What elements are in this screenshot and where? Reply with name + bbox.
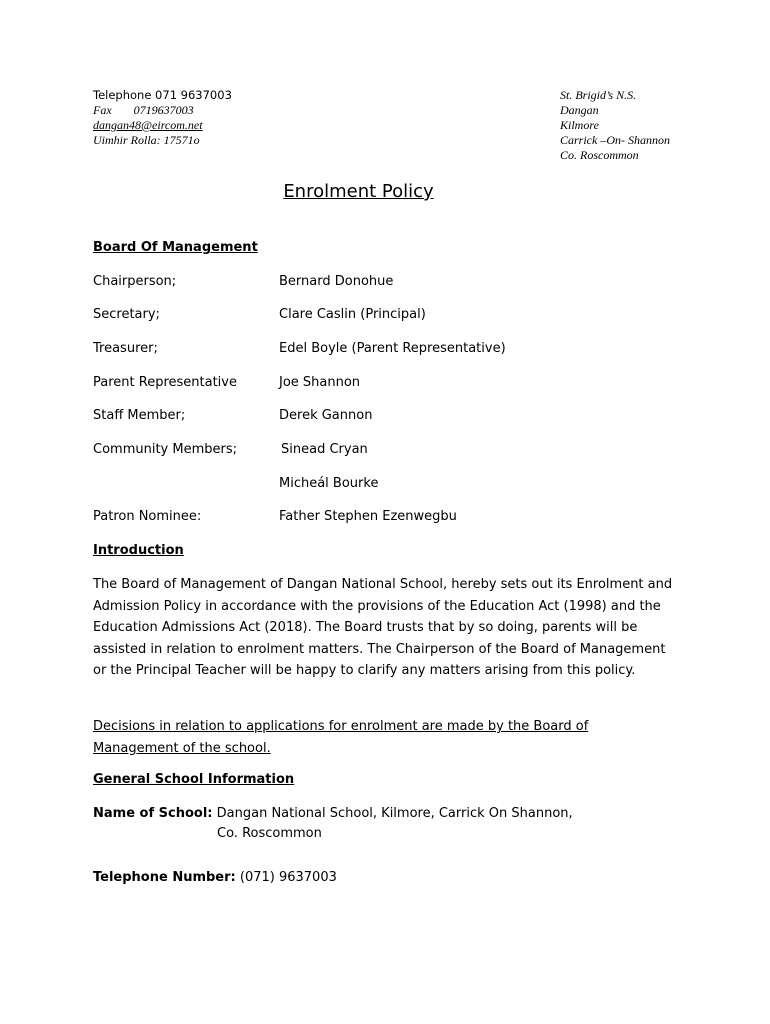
telephone-row	[93, 870, 337, 885]
board-member-name: Micheál Bourke	[279, 476, 379, 491]
board-role: Secretary;	[93, 307, 160, 322]
board-member-name: Derek Gannon	[279, 408, 373, 423]
telephone-line: Telephone 071 9637003	[93, 88, 232, 102]
board-role: Staff Member;	[93, 408, 186, 423]
board-role: Parent Representative	[93, 375, 237, 390]
address-line-2: Dangan	[560, 103, 599, 117]
school-name-row	[93, 806, 573, 821]
board-row	[93, 375, 693, 395]
board-heading: Board Of Management	[93, 240, 258, 255]
address-line-4: Carrick –On- Shannon	[560, 133, 670, 147]
general-info-heading: General School Information	[93, 772, 295, 787]
board-row	[93, 476, 693, 496]
school-name-label: Name of School:	[93, 806, 213, 821]
board-member-name: Bernard Donohue	[279, 274, 394, 289]
board-role: Community Members;	[93, 442, 237, 457]
roll-number: Uimhir Rolla: 17571o	[93, 133, 200, 147]
board-row	[93, 274, 693, 294]
board-member-name: Clare Caslin (Principal)	[279, 307, 426, 322]
board-role: Patron Nominee:	[93, 509, 202, 524]
fax-number: 0719637003	[133, 103, 194, 117]
board-role: Treasurer;	[93, 341, 158, 356]
school-name-value: Dangan National School, Kilmore, Carrick On Shannon,	[216, 806, 573, 821]
email-link[interactable]: dangan48@eircom.net	[93, 118, 203, 132]
contact-block-right	[560, 88, 760, 163]
board-member-name: Joe Shannon	[279, 375, 361, 390]
address-line-3: Kilmore	[560, 118, 599, 132]
school-address-name: St. Brigid’s N.S.	[560, 88, 637, 102]
telephone-value: (071) 9637003	[239, 870, 337, 885]
board-row	[93, 408, 693, 428]
fax-line	[93, 103, 373, 118]
introduction-heading: Introduction	[93, 543, 184, 558]
board-row	[93, 341, 693, 361]
telephone-label: Telephone Number:	[93, 870, 236, 885]
introduction-paragraph: The Board of Management of Dangan National School, hereby sets out its Enrolment and Admission Policy in accordance with the provisions of the Education Act (1998) and the Education Admissions Act (2018). The Board trusts that by so doing, parents will be assisted in relation to enrolment matters. The Chairperson of the Board of Management or the Principal Teacher will be happy to clarify any matters arising from this policy.	[93, 577, 673, 679]
decisions-statement: Decisions in relation to applications for enrolment are made by the Board of Management of the school.	[93, 719, 589, 756]
contact-block-left	[93, 88, 373, 148]
school-name-value-line2: Co. Roscommon	[217, 826, 322, 841]
board-role: Chairperson;	[93, 274, 177, 289]
board-member-name: Father Stephen Ezenwegbu	[279, 509, 457, 524]
page-title: Enrolment Policy	[283, 181, 434, 202]
address-line-5: Co. Roscommon	[560, 148, 639, 162]
board-row	[93, 442, 693, 462]
fax-label: Fax	[93, 103, 112, 117]
board-row	[93, 307, 693, 327]
board-member-name: Sinead Cryan	[281, 442, 368, 457]
board-row	[93, 509, 693, 529]
board-member-name: Edel Boyle (Parent Representative)	[279, 341, 506, 356]
